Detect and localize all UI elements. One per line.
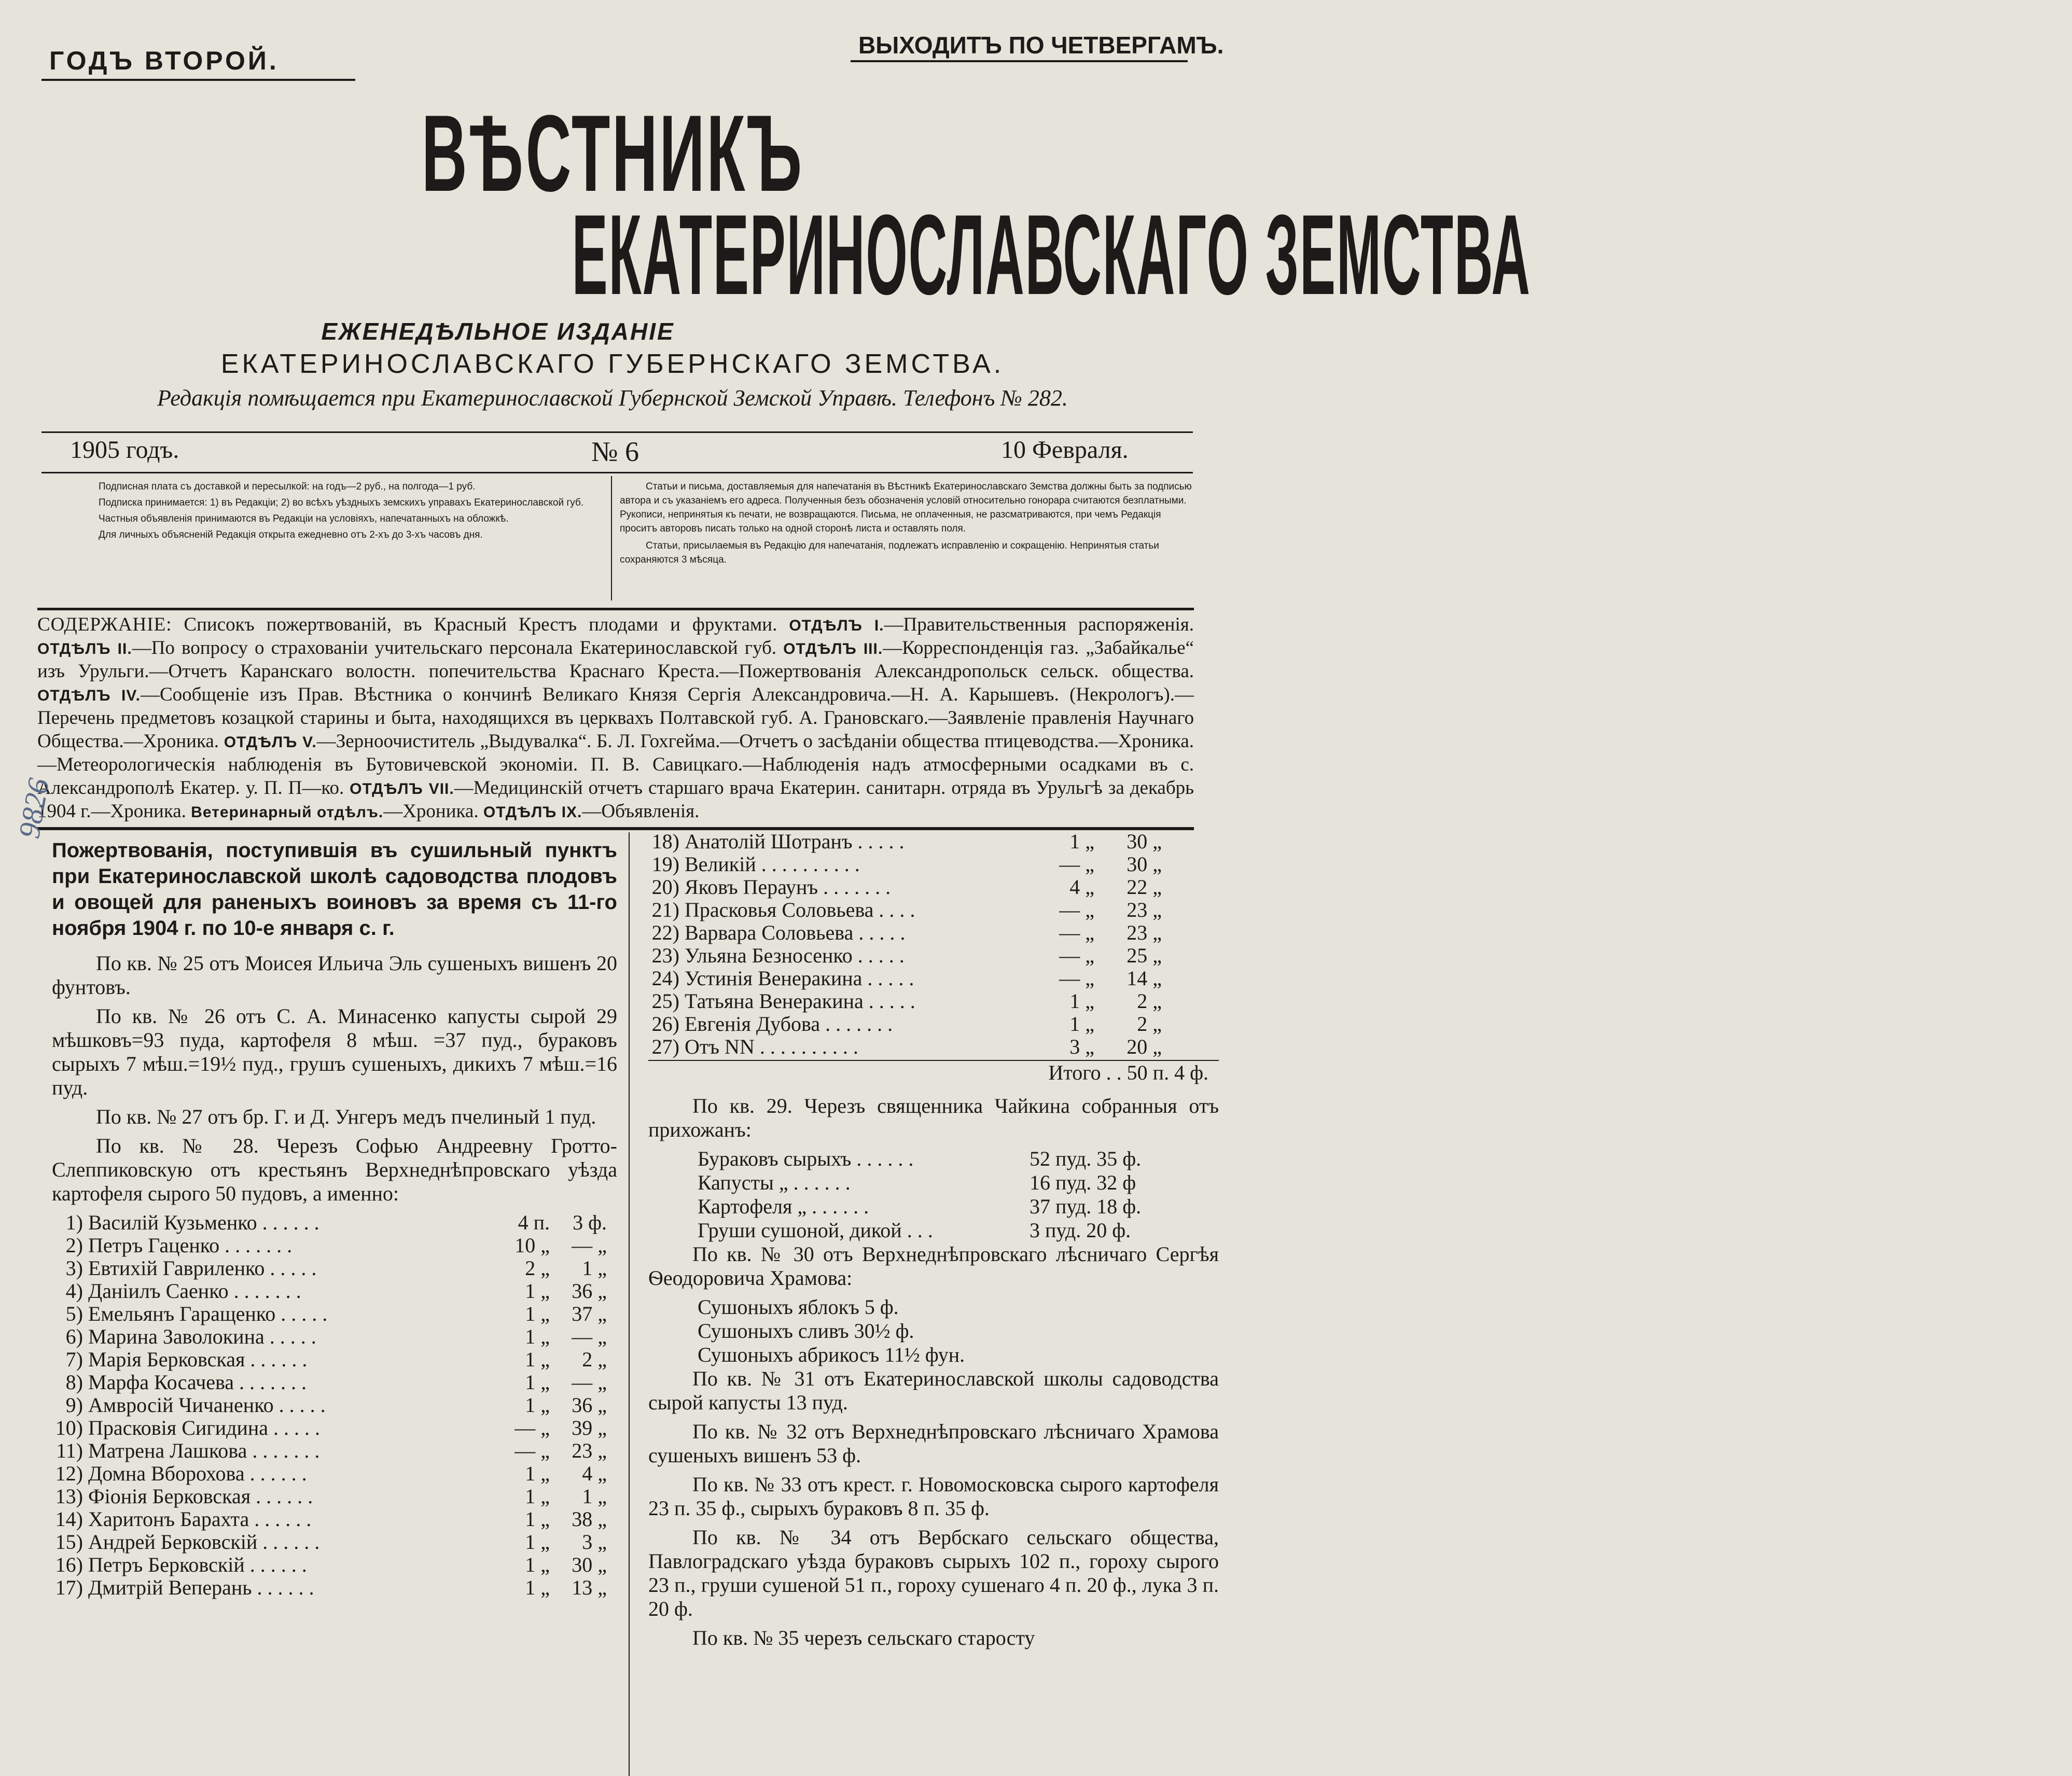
produce-item <box>698 1195 1219 1219</box>
donation-28: По кв. № 28. Черезъ Софью Андреевну Гротто-Слеппиковскую отъ крестьянъ Верхнеднѣпровскаго уѣзда картофеля сырого 50 пудовъ, а именно: <box>52 1134 617 1205</box>
column-divider-body <box>629 832 630 1776</box>
amount-funt: 36 „ <box>572 1393 607 1417</box>
list-item <box>52 1485 617 1507</box>
amount-funt: 23 „ <box>1127 921 1162 944</box>
list-item <box>648 875 1219 898</box>
donor-name: Анатолій Шотранъ . . . . . <box>685 830 905 853</box>
item-number: 17) <box>55 1576 83 1599</box>
list-item <box>52 1211 617 1234</box>
produce-item <box>698 1219 1219 1242</box>
donation-29-items <box>648 1147 1219 1242</box>
list-item <box>52 1302 617 1325</box>
item-number: 8) <box>65 1371 83 1394</box>
list-item <box>648 921 1219 944</box>
donation-30-items <box>648 1295 1219 1367</box>
year-label-underline <box>41 79 355 81</box>
list-item <box>52 1325 617 1348</box>
donor-name: Даніилъ Саенко . . . . . . . <box>88 1279 301 1303</box>
donation-26: По кв. № 26 отъ С. А. Минасенко капусты сырой 29 мѣшковъ=93 пуда, картофеля 8 мѣш. =37 пуд., бураковъ сырыхъ 7 мѣш.=19½ пуд., грушъ сушеныхъ, дикихъ 7 мѣш.=16 пуд. <box>52 1004 617 1099</box>
amount-pud: — „ <box>514 1416 550 1439</box>
item-number: 7) <box>65 1348 83 1371</box>
amount-funt: — „ <box>572 1234 607 1257</box>
donor-name: Харитонъ Барахта . . . . . . <box>88 1507 312 1531</box>
donor-name: Отъ NN . . . . . . . . . . <box>685 1035 858 1058</box>
donor-name: Великій . . . . . . . . . . <box>685 852 860 876</box>
amount-pud: 1 „ <box>525 1576 550 1599</box>
amount-pud: 3 „ <box>1069 1035 1094 1058</box>
table-of-contents <box>37 613 1194 823</box>
amount-funt: 3 ф. <box>573 1211 607 1234</box>
editorial-line: Редакція помѣщается при Екатеринославской Губернской Земской Управѣ. Телефонъ № 282. <box>157 385 1068 411</box>
item-number: 24) <box>651 967 679 990</box>
donor-name: Яковъ Пераунъ . . . . . . . <box>685 875 891 899</box>
item-number: 19) <box>651 852 679 876</box>
list-item <box>52 1348 617 1371</box>
contents-section: ОТДѢЛЪ V. <box>224 734 317 751</box>
amount-funt: 23 „ <box>1127 898 1162 921</box>
column-divider-header <box>611 476 612 600</box>
donor-name: Амвросій Чичаненко . . . . . <box>88 1393 326 1417</box>
produce-name: Груши сушоной, дикой . . . <box>698 1219 933 1242</box>
list-item <box>52 1371 617 1393</box>
title-line-2 <box>31 189 1531 320</box>
title-line-2-text: ЕКАТЕРИНОСЛАВСКАГО ЗЕМСТВА <box>572 191 1531 318</box>
item-number: 6) <box>65 1325 83 1348</box>
item-number: 11) <box>56 1439 83 1462</box>
amount-pud: 10 „ <box>514 1234 550 1257</box>
donor-name: Татьяна Венеракина . . . . . <box>685 989 915 1013</box>
donor-name: Фіонія Берковская . . . . . . <box>88 1485 313 1508</box>
item-number: 18) <box>651 830 679 853</box>
item-number: 25) <box>651 989 679 1013</box>
donation-32: По кв. № 32 отъ Верхнеднѣпровскаго лѣсничаго Храмова сушеныхъ вишенъ 53 ф. <box>648 1420 1219 1467</box>
amount-funt: 2 „ <box>1137 1012 1162 1036</box>
frequency-label-underline <box>851 60 1188 62</box>
contents-text: —Хроника. <box>383 801 479 822</box>
amount-funt: 39 „ <box>572 1416 607 1439</box>
amount-funt: 20 „ <box>1127 1035 1162 1058</box>
subscription-price: Подписная плата съ доставкой и пересылкой: на годъ—2 руб., на полгода—1 руб. <box>99 481 476 492</box>
amount-pud: 1 „ <box>525 1348 550 1371</box>
contents-text: —Правительственныя распоряженія. <box>884 614 1194 635</box>
item-number: 15) <box>55 1530 83 1554</box>
amount-pud: 1 „ <box>525 1371 550 1394</box>
amount-pud: 2 „ <box>525 1256 550 1280</box>
produce-name: Картофеля „ . . . . . . <box>698 1195 869 1218</box>
amount-pud: — „ <box>1059 921 1094 944</box>
produce-qty: 52 пуд. 35 ф. <box>1030 1147 1142 1170</box>
list-item <box>52 1462 617 1485</box>
item-number: 22) <box>651 921 679 944</box>
amount-pud: — „ <box>1059 852 1094 876</box>
produce-name: Капусты „ . . . . . . <box>698 1171 851 1194</box>
amount-funt: 30 „ <box>1127 830 1162 853</box>
amount-funt: 3 „ <box>582 1530 607 1554</box>
list-item <box>648 852 1219 875</box>
amount-pud: — „ <box>1059 967 1094 990</box>
contents-section: ОТДѢЛЪ VII. <box>350 780 454 798</box>
amount-funt: 37 „ <box>572 1302 607 1325</box>
amount-funt: 25 „ <box>1127 944 1162 967</box>
amount-pud: 4 „ <box>1069 875 1094 899</box>
frequency-label: ВЫХОДИТЪ ПО ЧЕТВЕРГАМЪ. <box>858 32 1224 59</box>
donor-name: Домна Вборохова . . . . . . <box>88 1462 307 1485</box>
item-number: 23) <box>651 944 679 967</box>
list-item <box>52 1256 617 1279</box>
donor-name: Василій Кузьменко . . . . . . <box>88 1211 319 1234</box>
contents-text: —Медицинскій отчетъ старшаго врача Екатерин. санитарн. отряда въ Урульгѣ за декабрь 1904 г.—Хроника. <box>37 777 1194 822</box>
list-item <box>648 967 1219 989</box>
donor-name: Петръ Берковскій . . . . . . <box>88 1553 307 1576</box>
donation-31: По кв. № 31 отъ Екатеринославской школы садоводства сырой капусты 13 пуд. <box>648 1367 1219 1414</box>
amount-funt: — „ <box>572 1371 607 1394</box>
list-item <box>52 1279 617 1302</box>
amount-pud: 1 „ <box>525 1553 550 1576</box>
contents-text: —Зерноочиститель „Выдувалка“. Б. Л. Гохгейма.—Отчетъ о засѣданіи общества птицеводства.—Хроника.—Метеорологическія наблюденія въ Бутовичевской экономіи. П. В. Савицкаго.—Наблюденія надъ атмосферными осадками въ с. Александрополѣ Екатер. у. П. П—ко. <box>37 731 1194 799</box>
amount-funt: 23 „ <box>572 1439 607 1462</box>
donor-name: Марфа Косачева . . . . . . . <box>88 1371 307 1394</box>
article-heading: Пожертвованія, поступившія въ сушильный пунктъ при Екатеринославской школѣ садоводства плодовъ и овощей для раненыхъ воиновъ за время съ 11-го ноября 1904 г. по 10-е января с. г. <box>52 839 617 940</box>
list-item <box>52 1507 617 1530</box>
amount-funt: 13 „ <box>572 1576 607 1599</box>
contents-text: —Корреспонденція газ. „Забайкалье“ изъ Урульги.—Отчетъ Каранскаго волостн. попечительства Краснаго Креста.—Пожертвованія Александропольск сельск. общества. <box>37 637 1194 682</box>
donor-name: Евтихій Гавриленко . . . . . <box>88 1256 317 1280</box>
donor-list-right <box>648 830 1219 1058</box>
contents-text: —По вопросу о страхованіи учительскаго персонала Екатеринославской губ. <box>132 637 777 659</box>
amount-funt: 4 „ <box>582 1462 607 1485</box>
amount-pud: 4 п. <box>518 1211 550 1234</box>
left-column <box>52 837 617 1599</box>
donor-name: Евгенія Дубова . . . . . . . <box>685 1012 893 1036</box>
item-number: 3) <box>65 1256 83 1280</box>
header-rule-bottom <box>41 472 1193 473</box>
produce-item: Сушоныхъ яблокъ 5 ф. <box>698 1295 899 1319</box>
amount-funt: 2 „ <box>1137 989 1162 1013</box>
donor-name: Прасковія Сигидина . . . . . <box>88 1416 321 1439</box>
list-item <box>52 1416 617 1439</box>
list-item <box>52 1553 617 1576</box>
item-number: 20) <box>651 875 679 899</box>
weekly-subtitle: ЕЖЕНЕДѢЛЬНОЕ ИЗДАНІЕ <box>321 318 675 345</box>
submission-notice <box>620 480 1195 570</box>
item-number: 27) <box>651 1035 679 1058</box>
list-item <box>648 944 1219 967</box>
list-item <box>52 1439 617 1462</box>
list-item <box>648 989 1219 1012</box>
amount-pud: 1 „ <box>525 1530 550 1554</box>
list-item <box>648 1012 1219 1035</box>
amount-pud: 1 „ <box>525 1302 550 1325</box>
amount-pud: 1 „ <box>525 1393 550 1417</box>
produce-item: Сушоныхъ сливъ 30½ ф. <box>698 1319 914 1343</box>
amount-funt: 36 „ <box>572 1279 607 1303</box>
item-number: 16) <box>55 1553 83 1576</box>
donation-33: По кв. № 33 отъ крест. г. Новомосковска сырого картофеля 23 п. 35 ф., сырыхъ бураковъ 8 п. 35 ф. <box>648 1473 1219 1520</box>
amount-pud: 1 „ <box>525 1462 550 1485</box>
list-item <box>52 1234 617 1256</box>
amount-funt: 14 „ <box>1127 967 1162 990</box>
item-number: 10) <box>55 1416 83 1439</box>
private-ads: Частныя объявленія принимаются въ Редакціи на условіяхъ, напечатанныхъ на обложкѣ. <box>99 513 509 524</box>
donor-name: Варвара Соловьева . . . . . <box>685 921 906 944</box>
donation-25: По кв. № 25 отъ Моисея Ильича Эль сушеныхъ вишенъ 20 фунтовъ. <box>52 952 617 999</box>
amount-funt: 30 „ <box>572 1553 607 1576</box>
contents-text: —Сообщеніе изъ Прав. Вѣстника о кончинѣ Великаго Князя Сергія Александровича.—Н. А. Карышевъ. (Некрологъ).—Перечень предметовъ козацкой старины и быта, находящихся въ церквахъ Полтавской губ. А. Грановскаго.—Заявленіе правленія Научнаго Общества.—Хроника. <box>37 684 1194 752</box>
amount-pud: — „ <box>514 1439 550 1462</box>
contents-rule-top <box>37 608 1194 610</box>
amount-funt: 30 „ <box>1127 852 1162 876</box>
list-item <box>52 1576 617 1599</box>
issue-number: № 6 <box>591 436 639 467</box>
list-item <box>52 1393 617 1416</box>
subscription-where: Подписка принимается: 1) въ Редакціи; 2) во всѣхъ уѣздныхъ земскихъ управахъ Екатеринославской губ. <box>99 497 584 508</box>
item-number: 5) <box>65 1302 83 1325</box>
contents-section: Ветеринарный отдѣлъ. <box>191 804 384 821</box>
publisher-line: ЕКАТЕРИНОСЛАВСКАГО ГУБЕРНСКАГО ЗЕМСТВА. <box>220 349 1005 379</box>
list-total: Итого . . 50 п. 4 ф. <box>648 1060 1219 1085</box>
year-label: ГОДЪ ВТОРОЙ. <box>49 46 279 75</box>
donor-name: Емельянъ Гаращенко . . . . . <box>88 1302 328 1325</box>
subscription-info <box>41 480 607 544</box>
amount-pud: 1 „ <box>1069 1012 1094 1036</box>
header-rule-top <box>41 431 1193 433</box>
produce-item: Сушоныхъ абрикосъ 11½ фун. <box>698 1343 965 1366</box>
contents-section: ОТДѢЛЪ IX. <box>483 804 582 821</box>
amount-pud: 1 „ <box>1069 989 1094 1013</box>
donor-name: Марина Заволокина . . . . . <box>88 1325 316 1348</box>
amount-pud: — „ <box>1059 944 1094 967</box>
contents-label: СОДЕРЖАНІЕ: <box>37 614 172 635</box>
contents-section: ОТДѢЛЪ IV. <box>37 687 141 704</box>
contents-section: ОТДѢЛЪ I. <box>789 617 884 634</box>
donor-list-left <box>52 1211 617 1599</box>
produce-qty: 37 пуд. 18 ф. <box>1030 1195 1142 1218</box>
amount-pud: — „ <box>1059 898 1094 921</box>
office-hours: Для личныхъ объясненій Редакція открыта ежедневно отъ 2-хъ до 3-хъ часовъ дня. <box>99 529 483 540</box>
contents-text: Списокъ пожертвованій, въ Красный Крестъ плодами и фруктами. <box>184 614 777 635</box>
donor-name: Прасковья Соловьева . . . . <box>685 898 915 921</box>
item-number: 12) <box>55 1462 83 1485</box>
amount-pud: 1 „ <box>525 1325 550 1348</box>
list-item <box>648 1035 1219 1058</box>
donor-name: Петръ Гаценко . . . . . . . <box>88 1234 293 1257</box>
produce-item <box>698 1171 1219 1195</box>
amount-funt: — „ <box>572 1325 607 1348</box>
donor-name: Марія Берковская . . . . . . <box>88 1348 308 1371</box>
handwritten-number: 9826 <box>11 775 56 841</box>
produce-qty: 16 пуд. 32 ф <box>1030 1171 1136 1194</box>
donation-34: По кв. № 34 отъ Вербскаго сельскаго общества, Павлоградскаго уѣзда бураковъ сырыхъ 102 п., гороху сырого 23 п., груши сушеной 51 п., гороху сушенаго 4 п. 20 ф., лука 3 п. 20 ф. <box>648 1526 1219 1620</box>
donor-name: Дмитрій Веперань . . . . . . <box>88 1576 314 1599</box>
editing-rules: Статьи, присылаемыя въ Редакцію для напечатанія, подлежатъ исправленію и сокращенію. Непринятыя статьи сохраняются 3 мѣсяца. <box>620 540 1159 565</box>
donation-29: По кв. 29. Черезъ священника Чайкина собранныя отъ прихожанъ: <box>648 1094 1219 1141</box>
amount-pud: 1 „ <box>525 1485 550 1508</box>
donor-name: Андрей Берковскій . . . . . . <box>88 1530 320 1554</box>
item-number: 2) <box>65 1234 83 1257</box>
produce-qty: 3 пуд. 20 ф. <box>1030 1219 1131 1242</box>
list-item <box>648 898 1219 921</box>
donation-35: По кв. № 35 черезъ сельскаго старосту <box>692 1626 1035 1649</box>
item-number: 9) <box>65 1393 83 1417</box>
item-number: 21) <box>651 898 679 921</box>
amount-pud: 1 „ <box>1069 830 1094 853</box>
item-number: 26) <box>651 1012 679 1036</box>
issue-year: 1905 годъ. <box>70 436 179 464</box>
donor-name: Устинія Венеракина . . . . . <box>685 967 914 990</box>
list-item <box>52 1530 617 1553</box>
amount-pud: 1 „ <box>525 1507 550 1531</box>
amount-funt: 2 „ <box>582 1348 607 1371</box>
item-number: 13) <box>55 1485 83 1508</box>
issue-date: 10 Февраля. <box>1001 436 1129 464</box>
item-number: 4) <box>65 1279 83 1303</box>
contents-text: —Объявленія. <box>582 801 700 822</box>
submission-rules: Статьи и письма, доставляемыя для напечатанія въ Вѣстникѣ Екатеринославскаго Земства должны быть за подписью автора и съ указаніемъ его адреса. Полученныя безъ обозначенія условій относительно гонорара считаются безплатными. Рукописи, непринятыя къ печати, не возвращаются. Письма, не оплаченныя, не разсматриваются, при чемъ Редакція проситъ авторовъ писать только на одной сторонѣ листа и оставлять поля. <box>620 481 1192 534</box>
amount-pud: 1 „ <box>525 1279 550 1303</box>
contents-section: ОТДѢЛЪ III. <box>783 640 883 658</box>
produce-item <box>698 1147 1219 1171</box>
donor-name: Ульяна Безносенко . . . . . <box>685 944 905 967</box>
amount-funt: 22 „ <box>1127 875 1162 899</box>
item-number: 1) <box>65 1211 83 1234</box>
amount-funt: 1 „ <box>582 1256 607 1280</box>
amount-funt: 38 „ <box>572 1507 607 1531</box>
right-column <box>648 830 1219 1655</box>
donor-name: Матрена Лашкова . . . . . . . <box>88 1439 320 1462</box>
produce-name: Бураковъ сырыхъ . . . . . . <box>698 1147 914 1170</box>
list-item <box>648 830 1219 852</box>
donation-30: По кв. № 30 отъ Верхнеднѣпровскаго лѣсничаго Сергѣя Ѳеодоровича Храмова: <box>648 1242 1219 1290</box>
donation-27: По кв. № 27 отъ бр. Г. и Д. Унгеръ медъ пчелиный 1 пуд. <box>96 1105 596 1128</box>
contents-section: ОТДѢЛЪ II. <box>37 640 132 658</box>
amount-funt: 1 „ <box>582 1485 607 1508</box>
item-number: 14) <box>55 1507 83 1531</box>
title-line-1-text: ВѢСТНИКЪ <box>421 92 804 214</box>
